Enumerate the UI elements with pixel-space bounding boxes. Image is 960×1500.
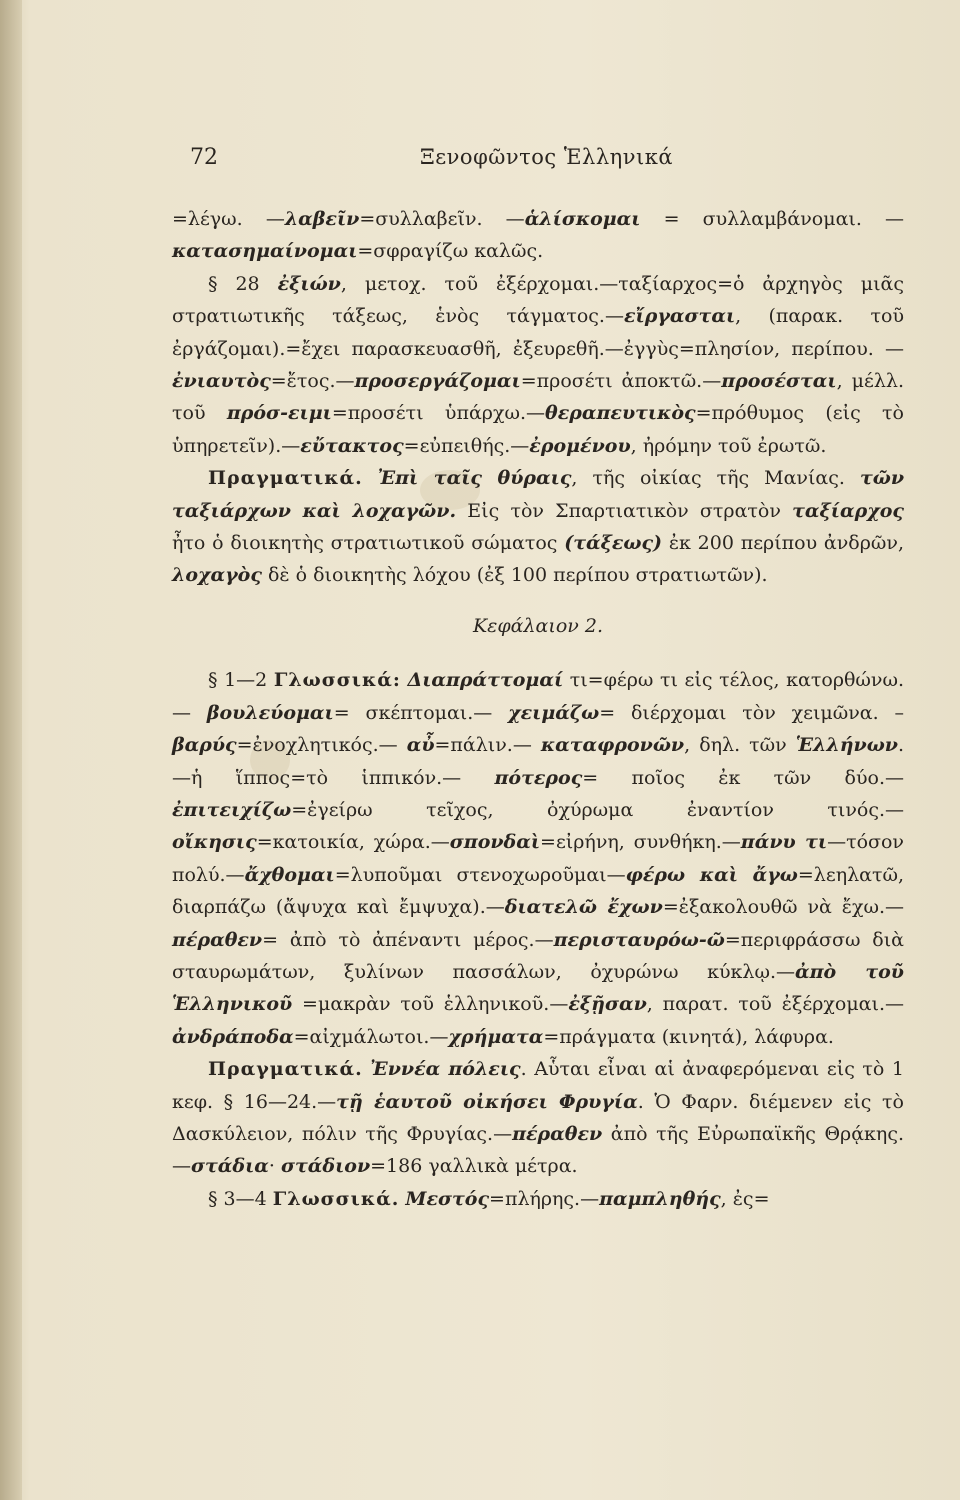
lemma-term: ἐνιαυτὸς	[172, 370, 271, 393]
lemma-term: στάδια	[191, 1155, 269, 1178]
text-run: Κεφάλαιον 2.	[472, 614, 603, 637]
lemma-term: λοχαγὸς	[172, 564, 262, 587]
lemma-term: πέραθεν	[512, 1122, 603, 1145]
text-run: = διέρχομαι τὸν χειμῶνα. –	[599, 701, 904, 724]
text-run: =186 γαλλικὰ μέτρα.	[370, 1155, 578, 1178]
lemma-term: ταξίαρχος	[792, 499, 904, 522]
lemma-term: Ἑλλήνων	[795, 734, 898, 757]
lemma-term: αὖ	[406, 734, 435, 757]
text-run: . Αὗται εἶναι αἱ ἀναφερόμεναι εἰς τὸ 1 κεφ. § 16—24.—	[172, 1058, 904, 1113]
lemma-term: Ἐπὶ ταῖς θύραις	[377, 467, 572, 490]
lemma-term: παμπληθής	[599, 1187, 721, 1210]
lemma-term: πότερος	[494, 766, 583, 789]
lemma-term: προσέσται	[721, 370, 837, 393]
lemma-term: σπονδαὶ	[449, 831, 541, 854]
text-run: =σφραγίζω καλῶς.	[357, 240, 544, 263]
lemma-term: καταφρονῶν	[540, 734, 685, 757]
text-run: § 28	[208, 272, 278, 295]
lemma-term: πρόσ-ειμι	[226, 402, 332, 425]
text-run: ἐκ 200 περίπου ἀνδρῶν,	[662, 532, 904, 555]
lemma-term: ἐρομένου	[529, 434, 631, 457]
text-run: , τῆς οἰκίας τῆς Μανίας.	[571, 467, 860, 490]
lemma-term: προσεργάζομαι	[354, 370, 521, 393]
text-run: =πλήρης.—	[489, 1187, 600, 1210]
lemma-term: πέραθεν	[172, 928, 263, 951]
text-run: = σκέπτομαι.—	[333, 701, 509, 724]
page-header	[190, 145, 900, 177]
text-run: =πράγματα (κινητά), λάφυρα.	[543, 1025, 834, 1048]
paragraph	[172, 203, 904, 268]
text-run: τι=φέρω τι εἰς τέλος, κατορθώνω.—	[172, 669, 905, 724]
text-run: , ἠρόμην τοῦ ἐρωτῶ.	[630, 434, 827, 457]
lemma-term: ἀπὸ τοῦ Ἑλληνικοῦ	[172, 960, 904, 1016]
text-run: =εἰρήνη, συνθήκη.—	[540, 831, 741, 854]
text-run: , μέλλ. τοῦ	[172, 370, 904, 425]
page-number: 72	[190, 145, 218, 170]
lemma-term: χειμάζω	[508, 701, 600, 724]
text-run: =ἐνοχλητικός.—	[236, 734, 407, 757]
commentary-body	[172, 203, 904, 1215]
chapter-heading	[172, 610, 904, 642]
text-run: , (παρακ. τοῦ ἐργάζομαι).=ἔχει παρασκευασθῆ, ἐξευρεθῆ.—ἐγγὺς=πλησίον, περίπου. —	[172, 305, 905, 360]
text-run: Εἰς τὸν Σπαρτιατικὸν στρατὸν	[456, 499, 793, 522]
lemma-term: (τάξεως)	[564, 532, 663, 555]
text-run: =πάλιν.—	[434, 734, 541, 757]
text-run: =μακρὰν τοῦ ἑλληνικοῦ.—	[292, 993, 569, 1016]
lemma-term: οἴκησις	[172, 831, 257, 854]
page-binding-edge	[0, 0, 22, 1500]
section-label: Γλωσσικά.	[272, 1187, 400, 1210]
text-run: . Ὁ Φαρν. διέμενεν εἰς τὸ Δασκύλειον, πόλιν τῆς Φρυγίας.—	[172, 1090, 904, 1145]
text-run: =ἐξακολουθῶ νὰ ἔχω.—	[662, 896, 904, 919]
text-run: =ἔτος.—	[270, 370, 355, 393]
text-run: =εὐπειθής.—	[403, 434, 530, 457]
lemma-term: Μεστός	[405, 1187, 490, 1210]
text-run: =ἐγείρω τεῖχος, ὀχύρωμα ἐναντίον τινός.—	[291, 798, 904, 821]
section-label: Πραγματικά.	[208, 467, 363, 490]
text-run: =συλλαβεῖν. —	[359, 208, 525, 230]
lemma-term: πάνυ τι	[740, 831, 828, 854]
text-run: —τόσον πολύ.—	[172, 831, 904, 886]
lemma-term: ἀνδράποδα	[172, 1025, 294, 1048]
lemma-term: βουλεύομαι	[206, 701, 334, 724]
lemma-term: φέρω καὶ ἄγω	[625, 863, 798, 886]
running-title: Ξενοφῶντος Ἑλληνικά	[420, 145, 674, 169]
text-run: =κατοικία, χώρα.—	[256, 831, 450, 854]
lemma-term: στάδιον	[281, 1155, 371, 1178]
section-label: Πραγματικά.	[208, 1058, 363, 1081]
text-run: =πρόθυμος (εἰς τὸ ὑπηρετεῖν).—	[172, 402, 904, 457]
lemma-term: ἐξῇσαν	[568, 993, 647, 1016]
lemma-term: ἐπιτειχίζω	[172, 798, 292, 821]
lemma-term: ἁλίσκομαι	[524, 208, 641, 230]
lemma-term: Διαπράττομαί	[407, 669, 564, 692]
lemma-term: κατασημαίνομαι	[172, 240, 358, 263]
text-run: =προσέτι ἀποκτῶ.—	[520, 370, 722, 393]
lemma-term: ἄχθομαι	[244, 863, 335, 886]
lemma-term: διατελῶ ἔχων	[504, 896, 663, 919]
lemma-term: θεραπευτικὸς	[545, 402, 696, 425]
section-label: Γλωσσικά:	[273, 669, 401, 692]
lemma-term: τῇ ἑαυτοῦ οἰκήσει Φρυγία	[336, 1090, 638, 1113]
text-run: =λέγω. —	[172, 208, 285, 230]
text-run: § 1—2	[208, 669, 274, 692]
text-run: = συλλαμβάνομαι. —	[640, 208, 905, 230]
text-run: ἦτο ὁ διοικητὴς στρατιωτικοῦ σώματος	[172, 532, 565, 555]
lemma-term: λαβεῖν	[284, 208, 360, 230]
lemma-term: χρήματα	[448, 1025, 544, 1048]
text-run: =προσέτι ὑπάρχω.—	[331, 402, 546, 425]
text-run: = ἀπὸ τὸ ἀπέναντι μέρος.—	[262, 928, 554, 951]
lemma-term: τῶν ταξιάρχων καὶ λοχαγῶν.	[172, 467, 904, 522]
text-run: .—ἡ ἵππος=τὸ ἱππικόν.—	[172, 734, 905, 789]
text-run: ·	[268, 1155, 281, 1178]
lemma-term: περισταυρόω-ῶ	[553, 928, 725, 951]
text-run: = ποῖος ἐκ τῶν δύο.—	[582, 766, 904, 789]
paragraph	[172, 268, 904, 462]
text-run: =περιφράσσω διὰ σταυρωμάτων, ξυλίνων πασσάλων, ὀχυρώνω κύκλῳ.—	[172, 928, 904, 983]
text-run: , παρατ. τοῦ ἐξέρχομαι.—	[646, 993, 904, 1016]
text-run: =λυποῦμαι στενοχωροῦμαι—	[334, 863, 626, 886]
paragraph	[172, 664, 904, 1053]
lemma-term: Ἐννέα πόλεις	[370, 1058, 521, 1081]
lemma-term: εἴργασται	[623, 305, 736, 328]
text-run: ἀπὸ τῆς Εὐρωπαϊκῆς Θρᾴκης.—	[172, 1122, 904, 1178]
text-run: , ἐς=	[720, 1187, 770, 1210]
paragraph	[172, 1183, 904, 1215]
lemma-term: ἐξιών	[277, 272, 341, 295]
text-run: =λεηλατῶ, διαρπάζω (ἄψυχα καὶ ἔμψυχα).—	[172, 863, 904, 919]
text-run	[363, 467, 378, 489]
text-run: =αἰχμάλωτοι.—	[293, 1025, 449, 1048]
text-run: , δηλ. τῶν	[684, 734, 796, 757]
text-run: δὲ ὁ διοικητὴς λόχου (ἐξ 100 περίπου στρατιωτῶν).	[261, 564, 768, 587]
lemma-term: εὔτακτος	[300, 434, 404, 457]
text-run: , μετοχ. τοῦ ἐξέρχομαι.—ταξίαρχος=ὁ ἀρχηγὸς μιᾶς στρατιωτικῆς τάξεως, ἑνὸς τάγματος.—	[172, 272, 904, 328]
lemma-term: βαρύς	[172, 734, 237, 757]
paragraph	[172, 462, 904, 592]
text-run: § 3—4	[208, 1187, 273, 1210]
paragraph	[172, 1053, 904, 1183]
